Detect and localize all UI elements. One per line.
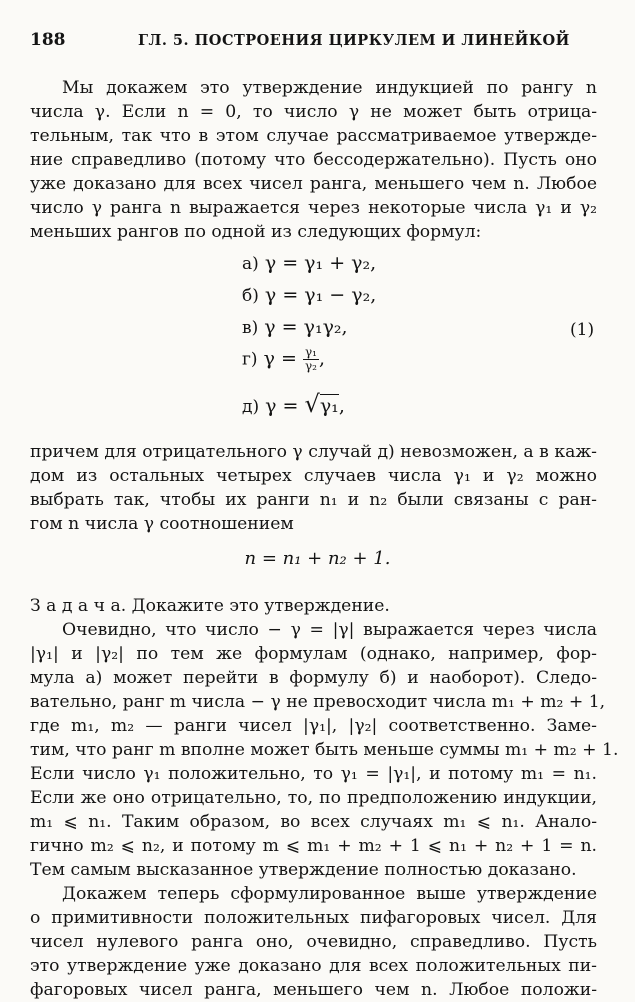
formula-lhs: γ = bbox=[265, 395, 299, 417]
rank-equation: n = n₁ + n₂ + 1. bbox=[244, 548, 391, 569]
text-line: числа γ. Если n = 0, то число γ не может быть отрица- bbox=[30, 102, 597, 122]
formula-a bbox=[242, 252, 376, 274]
page-number: 188 bbox=[30, 30, 66, 50]
text-line: вательно, ранг m числа − γ не превосходит числа m₁ + m₂ + 1, bbox=[30, 692, 606, 712]
formula-label: в) bbox=[242, 318, 259, 338]
text-line: Докажем теперь сформулированное выше утверждение bbox=[62, 884, 597, 904]
text-line: Тем самым высказанное утверждение полностью доказано. bbox=[30, 860, 577, 880]
running-title: ГЛ. 5. ПОСТРОЕНИЯ ЦИРКУЛЕМ И ЛИНЕЙКОЙ bbox=[138, 32, 570, 49]
formula-expr: γ = γ₁ + γ₂, bbox=[264, 252, 377, 274]
text-line: Если число γ₁ положительно, то γ₁ = |γ₁|, и потому m₁ = n₁. bbox=[30, 764, 597, 784]
radicand: γ₁ bbox=[319, 395, 339, 417]
sqrt-icon: √ bbox=[304, 390, 320, 418]
text-line: Если же оно отрицательно, то, по предположению индукции, bbox=[30, 788, 597, 808]
text-line: выбрать так, чтобы их ранги n₁ и n₂ были связаны с ран- bbox=[30, 490, 597, 510]
formula-label: б) bbox=[242, 286, 259, 306]
formula-d bbox=[242, 390, 345, 418]
formula-expr: γ = γ₁ − γ₂, bbox=[264, 284, 377, 306]
formula-tail: , bbox=[338, 395, 345, 417]
formula-expr: γ = γ₁γ₂, bbox=[264, 316, 348, 338]
task-line: З а д а ч а. Докажите это утверждение. bbox=[30, 596, 390, 616]
text-line: о примитивности положительных пифагоровых чисел. Для bbox=[30, 908, 597, 928]
text-line: ние справедливо (потому что бессодержательно). Пусть оно bbox=[30, 150, 597, 170]
text-line: число γ ранга n выражается через некоторые числа γ₁ и γ₂ bbox=[30, 198, 597, 218]
text-line: причем для отрицательного γ случай д) невозможен, а в каж- bbox=[30, 442, 597, 462]
formula-lhs: γ = bbox=[263, 347, 297, 370]
text-line: где m₁, m₂ — ранги чисел |γ₁|, |γ₂| соответственно. Заме- bbox=[30, 716, 597, 736]
text-line: тельным, так что в этом случае рассматриваемое утвержде- bbox=[30, 126, 597, 146]
text-line: чисел нулевого ранга оно, очевидно, справедливо. Пусть bbox=[30, 932, 597, 952]
text-line: m₁ ⩽ n₁. Таким образом, во всех случаях m₁ ⩽ n₁. Анало- bbox=[30, 812, 597, 832]
text-line: Очевидно, что число − γ = |γ| выражается через числа bbox=[62, 620, 597, 640]
text-line: это утверждение уже доказано для всех положительных пи- bbox=[30, 956, 597, 976]
text-line: тим, что ранг m вполне может быть меньше суммы m₁ + m₂ + 1. bbox=[30, 740, 619, 760]
text-line: Мы докажем это утверждение индукцией по рангу n bbox=[62, 78, 597, 98]
text-line: меньших рангов по одной из следующих формул: bbox=[30, 222, 482, 242]
fraction bbox=[303, 346, 319, 373]
formula-g bbox=[242, 346, 325, 373]
formula-label: д) bbox=[242, 397, 260, 417]
text-line: |γ₁| и |γ₂| по тем же формулам (однако, например, фор- bbox=[30, 644, 597, 664]
text-line: фагоровых чисел ранга, меньшего чем n. Любое положи- bbox=[30, 980, 597, 1000]
formula-tail: , bbox=[318, 347, 325, 370]
formula-label: г) bbox=[242, 349, 258, 370]
text-line: уже доказано для всех чисел ранга, меньшего чем n. Любое bbox=[30, 174, 597, 194]
text-line: гом n числа γ соотношением bbox=[30, 514, 294, 534]
equation-number: (1) bbox=[570, 320, 595, 340]
fraction-denominator: γ₂ bbox=[304, 359, 317, 373]
formula-v bbox=[242, 316, 348, 338]
text-line: гично m₂ ⩽ n₂, и потому m ⩽ m₁ + m₂ + 1 ⩽ n₁ + n₂ + 1 = n. bbox=[30, 836, 597, 856]
formula-b bbox=[242, 284, 376, 306]
formula-label: а) bbox=[242, 254, 259, 274]
fraction-numerator: γ₁ bbox=[304, 345, 317, 359]
text-line: дом из остальных четырех случаев числа γ₁ и γ₂ можно bbox=[30, 466, 597, 486]
text-line: мула а) может перейти в формулу б) и наоборот). Следо- bbox=[30, 668, 597, 688]
